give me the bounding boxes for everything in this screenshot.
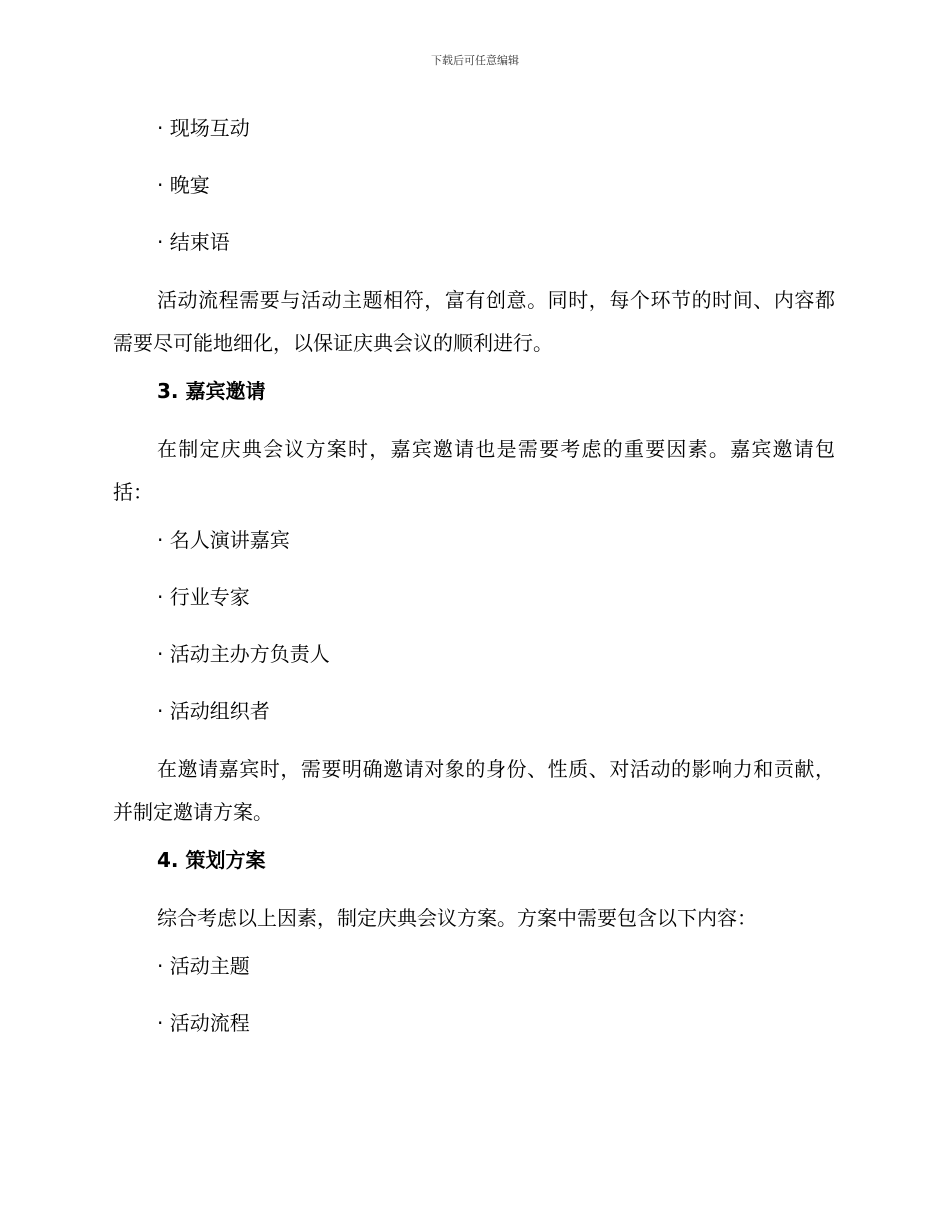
section-heading-guest-invitation: 3. 嘉宾邀请 [157,379,266,403]
paragraph-guest-invitation-note: 在邀请嘉宾时，需要明确邀请对象的身份、性质、对活动的影响力和贡献，并制定邀请方案。 [113,757,835,824]
list-item: · 行业专家 [157,585,250,609]
section-heading-planning: 4. 策划方案 [157,848,266,872]
page-header-note: 下载后可任意编辑 [431,54,519,67]
list-item: · 名人演讲嘉宾 [157,528,290,552]
list-item: · 活动组织者 [157,699,270,723]
document-body [113,110,835,1062]
list-item: · 结束语 [157,230,230,254]
list-item: · 活动主题 [157,954,250,978]
paragraph-planning-intro: 综合考虑以上因素，制定庆典会议方案。方案中需要包含以下内容： [157,906,757,930]
paragraph-guest-intro: 在制定庆典会议方案时，嘉宾邀请也是需要考虑的重要因素。嘉宾邀请包括： [113,437,835,504]
paragraph-process-note: 活动流程需要与活动主题相符，富有创意。同时，每个环节的时间、内容都需要尽可能地细化，以保证庆典会议的顺利进行。 [113,288,835,355]
list-item: · 现场互动 [157,116,250,140]
list-item: · 晚宴 [157,173,210,197]
list-item: · 活动主办方负责人 [157,642,330,666]
list-item: · 活动流程 [157,1011,250,1035]
